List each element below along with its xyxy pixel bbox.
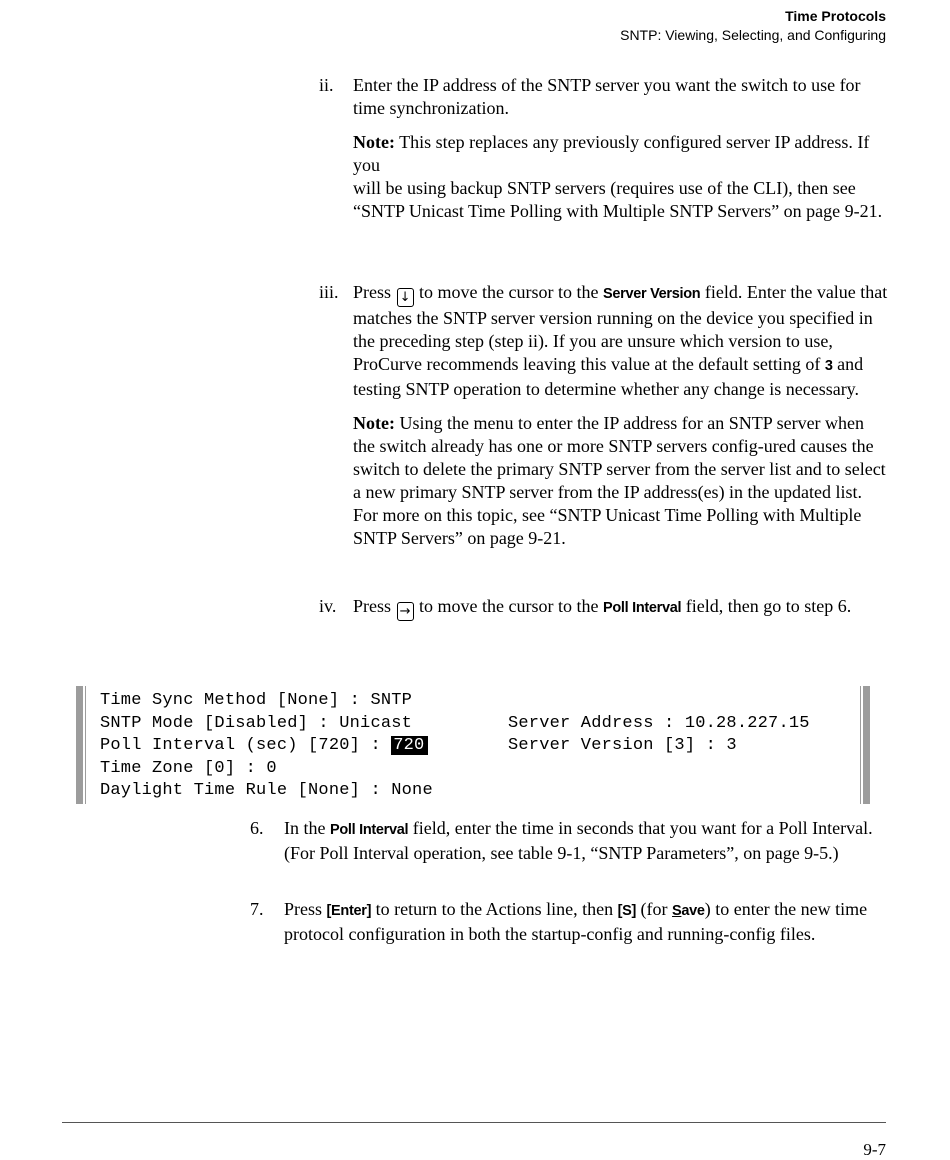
text: Press <box>284 899 327 919</box>
save-label <box>672 903 705 919</box>
field-name: Poll Interval <box>329 822 409 838</box>
field-name: Poll Interval <box>602 600 682 616</box>
terminal-border-right <box>863 686 870 804</box>
step-number: 6. <box>250 818 264 838</box>
server-address-line: Server Address : 10.28.227.15 <box>508 714 810 733</box>
save-rest: ave <box>681 903 705 919</box>
text: to move the cursor to the <box>414 596 603 616</box>
text: field, then go to step 6. <box>681 596 852 616</box>
text: (for <box>636 899 673 919</box>
server-version-line: Server Version [3] : 3 <box>508 736 737 755</box>
step-text <box>353 595 889 621</box>
step-number: iv. <box>319 596 337 616</box>
text: field. Enter the value that matches the SNTP server version running on the device you specified in the preceding step (step ii). If you are unsure which version to use, ProCurve recommends leaving this value at the default setting of <box>353 282 888 374</box>
text: to move the cursor to the <box>414 282 603 302</box>
note-line: will be using backup SNTP servers (requires use of the CLI), then see <box>353 178 856 198</box>
down-arrow-key-icon: ↓ <box>397 288 414 307</box>
note <box>353 412 889 550</box>
poll-interval-label: Poll Interval (sec) [720] : <box>100 736 392 755</box>
text: field, enter the time in seconds that you want for a Poll Interval. (For Poll Interval operation, see table 9-1, “SNTP Parameters”, on page 9-5.) <box>284 818 873 863</box>
chapter-title: Time Protocols <box>785 8 886 24</box>
daylight-line: Daylight Time Rule [None] : None <box>100 781 433 800</box>
default-value: 3 <box>824 358 833 374</box>
section-title: SNTP: Viewing, Selecting, and Configuring <box>620 27 886 43</box>
field-name: Server Version <box>602 286 701 302</box>
terminal-border-left-inner <box>85 686 86 804</box>
note-text: Using the menu to enter the IP address for an SNTP server when the switch already has one or more SNTP servers config-ured causes the switch to delete the primary SNTP server from the server list and to select a new primary SNTP server from the IP address(es) in the updated list. For more on this topic, see “SNTP Unicast Time Polling with Multiple SNTP Servers” on page 9-21. <box>353 413 886 548</box>
right-arrow-key-icon: → <box>397 602 414 621</box>
text: ) to enter the new time protocol configuration in both the startup-config and running-config files. <box>284 899 868 944</box>
time-sync-line: Time Sync Method [None] : SNTP <box>100 691 413 710</box>
s-key-label: [S] <box>617 903 637 919</box>
note-line: “SNTP Unicast Time Polling with Multiple SNTP Servers” on page 9-21. <box>353 201 883 221</box>
time-zone-line: Time Zone [0] : 0 <box>100 759 277 778</box>
save-hotkey: S <box>672 903 682 919</box>
step-text: Enter the IP address of the SNTP server you want the switch to use for time synchronization. <box>353 75 861 118</box>
poll-interval-value[interactable]: 720 <box>391 736 428 755</box>
running-header <box>620 7 886 45</box>
step-text <box>284 898 890 946</box>
page-number: 9-7 <box>863 1140 886 1159</box>
poll-interval-line <box>100 735 428 757</box>
text: Press <box>353 596 396 616</box>
note-label: Note: <box>353 132 395 152</box>
enter-key-label: [Enter] <box>326 903 372 919</box>
step-number: 7. <box>250 899 264 919</box>
text: Press <box>353 282 396 302</box>
note-line: This step replaces any previously configured server IP address. If you <box>353 132 870 175</box>
footer-rule <box>62 1122 886 1123</box>
step-number: ii. <box>319 75 334 95</box>
sntp-mode-line: SNTP Mode [Disabled] : Unicast <box>100 714 413 733</box>
step-text <box>284 817 890 865</box>
step-number: iii. <box>319 282 339 302</box>
note <box>353 131 889 223</box>
note-label: Note: <box>353 413 395 433</box>
step-text <box>353 281 889 401</box>
text: to return to the Actions line, then <box>371 899 618 919</box>
terminal-border-left <box>76 686 83 804</box>
terminal-screen <box>76 686 871 804</box>
text: and testing SNTP operation to determine whether any change is necessary. <box>353 354 864 399</box>
text: In the <box>284 818 330 838</box>
terminal-border-right-inner <box>860 686 861 804</box>
